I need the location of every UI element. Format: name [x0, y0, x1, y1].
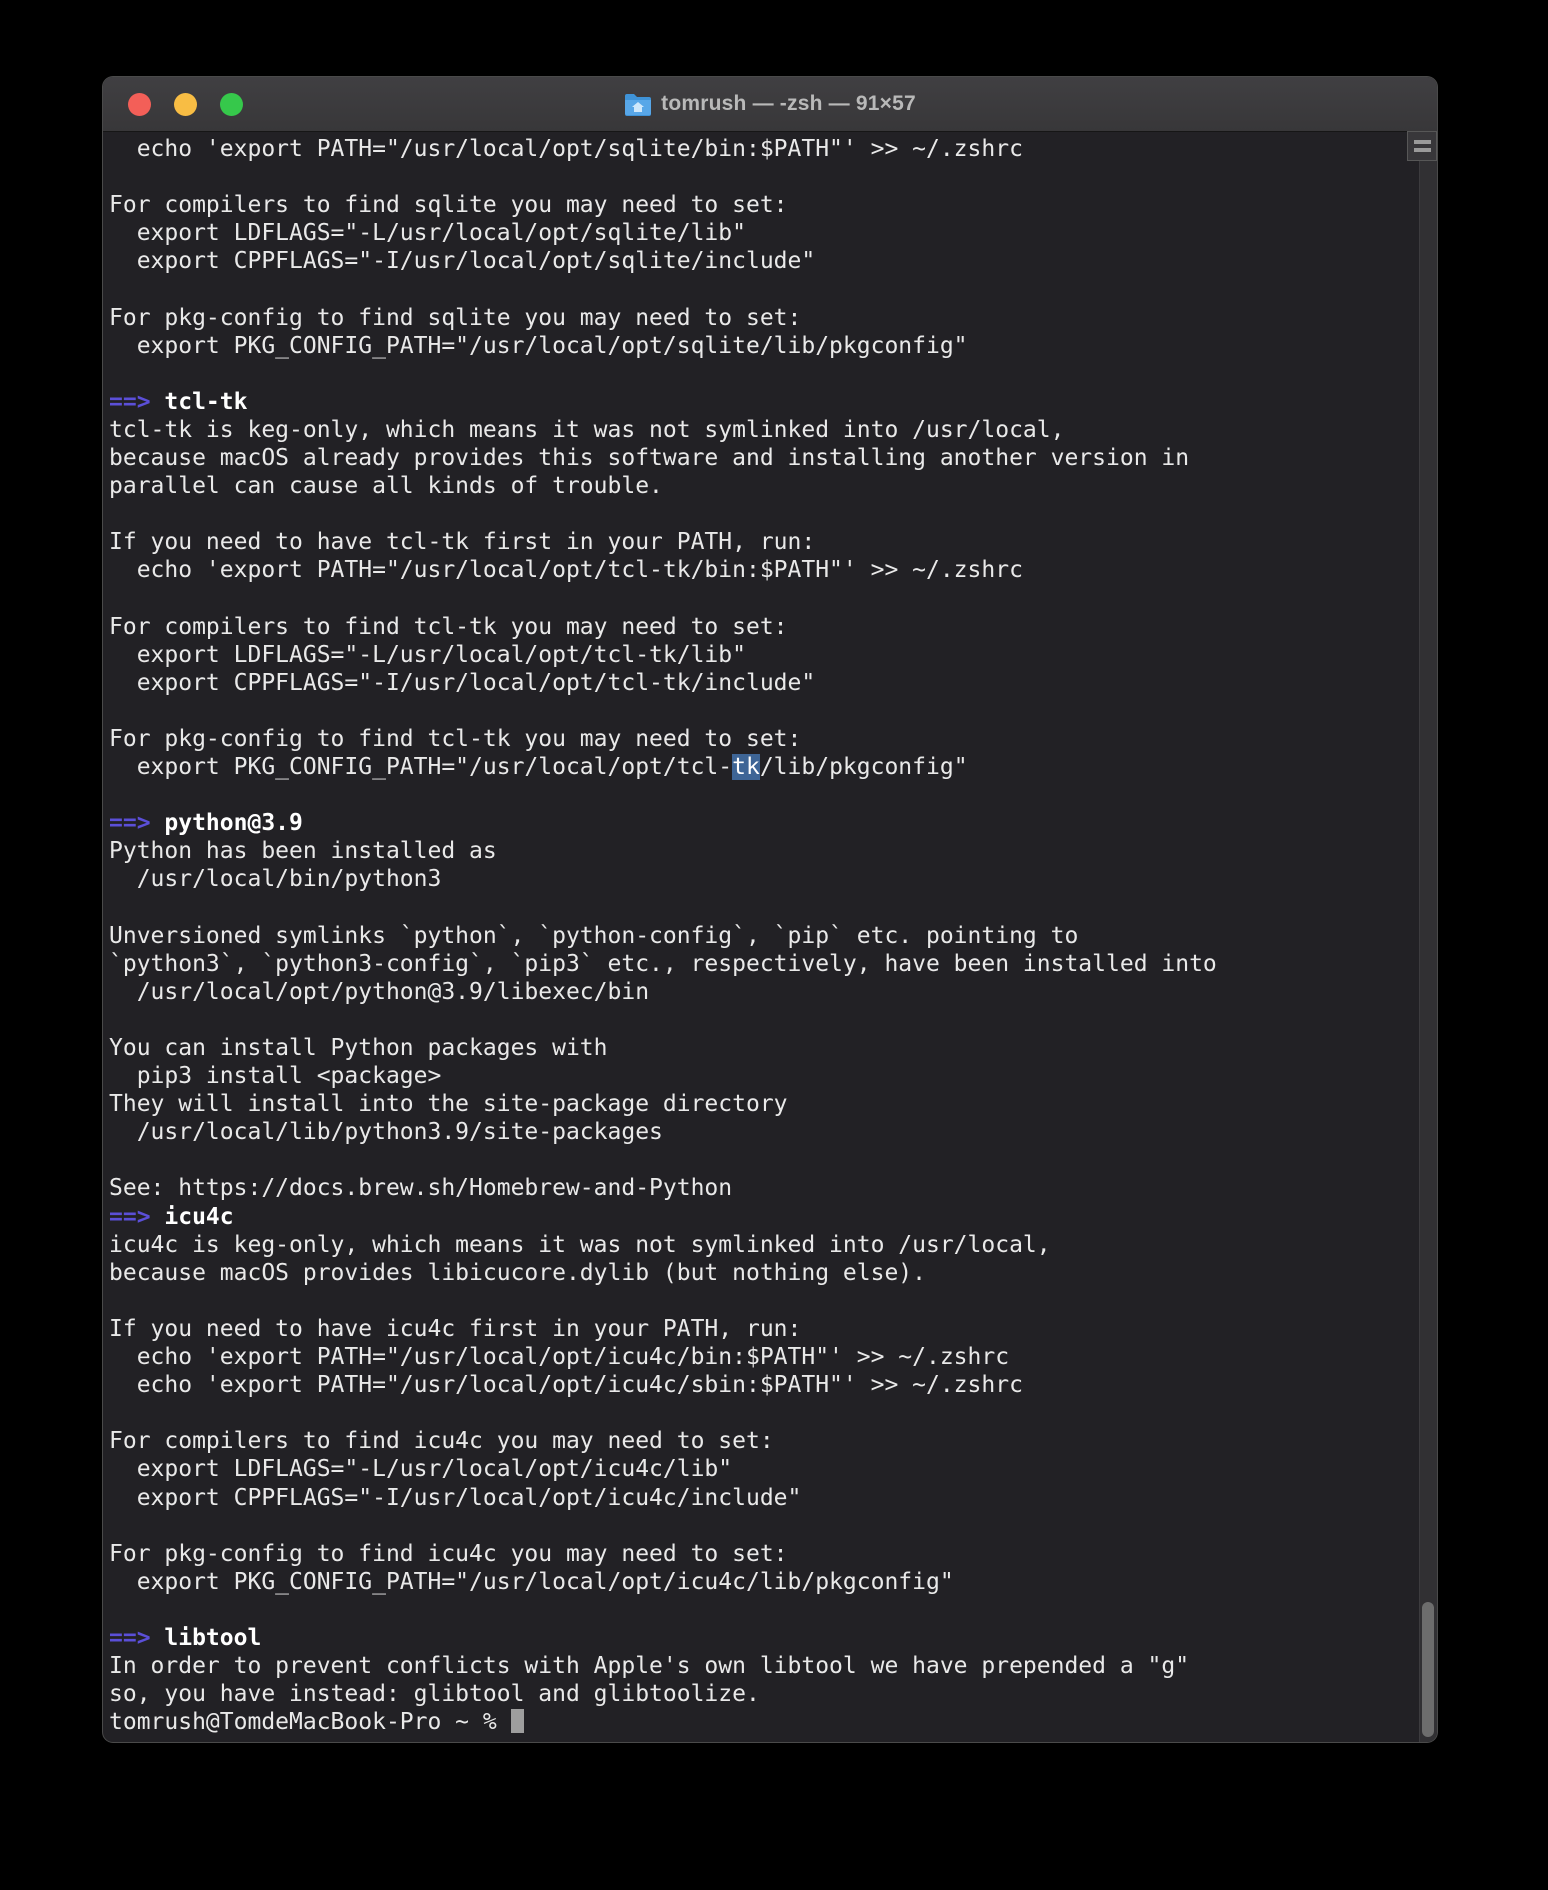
terminal-line — [109, 978, 1437, 1006]
terminal-line — [109, 528, 1437, 556]
terminal-text: /usr/local/lib/python3.9/site-packages — [109, 1119, 663, 1146]
terminal-line — [109, 500, 1437, 528]
terminal-line — [109, 865, 1437, 893]
terminal-text: For pkg-config to find tcl-tk you may need to set: — [109, 725, 802, 752]
terminal-line — [109, 1203, 1437, 1231]
terminal-text: so, you have instead: glibtool and glibtoolize. — [109, 1681, 760, 1708]
terminal-line — [109, 1624, 1437, 1652]
terminal-line — [109, 275, 1437, 303]
terminal-line — [109, 950, 1437, 978]
terminal-text: tomrush@TomdeMacBook-Pro ~ % — [109, 1709, 511, 1736]
terminal-line — [109, 613, 1437, 641]
terminal-line — [109, 922, 1437, 950]
terminal-text: For compilers to find icu4c you may need to set: — [109, 1428, 774, 1455]
terminal-text: export CPPFLAGS="-I/usr/local/opt/tcl-tk/include" — [109, 669, 816, 696]
split-pane-button[interactable] — [1407, 131, 1437, 161]
terminal-text: Unversioned symlinks `python`, `python-config`, `pip` etc. pointing to — [109, 922, 1079, 949]
terminal-text: ==> — [109, 1203, 165, 1230]
terminal-line — [109, 697, 1437, 725]
close-button[interactable] — [128, 93, 151, 116]
terminal-text: export LDFLAGS="-L/usr/local/opt/tcl-tk/lib" — [109, 641, 746, 668]
terminal-line — [109, 1287, 1437, 1315]
terminal-text: export LDFLAGS="-L/usr/local/opt/icu4c/lib" — [109, 1456, 733, 1483]
terminal-line — [109, 1034, 1437, 1062]
terminal-line — [109, 894, 1437, 922]
terminal-text: `python3`, `python3-config`, `pip3` etc., respectively, have been installed into — [109, 950, 1217, 977]
terminal-line — [109, 725, 1437, 753]
terminal-line — [109, 1174, 1437, 1202]
terminal-text: See: https://docs.brew.sh/Homebrew-and-Python — [109, 1175, 733, 1202]
scrollbar-track[interactable] — [1419, 161, 1437, 1742]
terminal-text: export CPPFLAGS="-I/usr/local/opt/sqlite/include" — [109, 248, 816, 275]
find-highlight: tk — [732, 754, 760, 781]
terminal-text: ==> — [109, 388, 165, 415]
terminal-text: For pkg-config to find sqlite you may need to set: — [109, 304, 802, 331]
terminal-text: ==> — [109, 1624, 165, 1651]
terminal-text: because macOS provides libicucore.dylib (but nothing else). — [109, 1259, 926, 1286]
terminal-line — [109, 1568, 1437, 1596]
terminal-text: icu4c is keg-only, which means it was not symlinked into /usr/local, — [109, 1231, 1051, 1258]
terminal-line — [109, 1455, 1437, 1483]
terminal-line — [109, 1315, 1437, 1343]
terminal-line — [109, 1062, 1437, 1090]
terminal-text: parallel can cause all kinds of trouble. — [109, 473, 663, 500]
terminal-line — [109, 781, 1437, 809]
terminal-text: echo 'export PATH="/usr/local/opt/icu4c/sbin:$PATH"' >> ~/.zshrc — [109, 1372, 1023, 1399]
terminal-line — [109, 304, 1437, 332]
window-title: tomrush — -zsh — 91×57 — [661, 92, 916, 115]
terminal-line — [109, 135, 1437, 163]
terminal-line — [109, 332, 1437, 360]
terminal-text: echo 'export PATH="/usr/local/opt/sqlite/bin:$PATH"' >> ~/.zshrc — [109, 136, 1023, 162]
terminal-text: For pkg-config to find icu4c you may need to set: — [109, 1540, 788, 1567]
terminal-line — [109, 1708, 1437, 1736]
terminal-text: python@3.9 — [164, 810, 303, 837]
terminal-line — [109, 1399, 1437, 1427]
terminal-text: icu4c — [164, 1203, 234, 1230]
terminal-text: ==> — [109, 810, 165, 837]
terminal-line — [109, 1596, 1437, 1624]
terminal-text: For compilers to find sqlite you may need to set: — [109, 192, 788, 219]
terminal-text: tcl-tk is keg-only, which means it was not symlinked into /usr/local, — [109, 416, 1065, 443]
zoom-button[interactable] — [220, 93, 243, 116]
terminal-text: In order to prevent conflicts with Apple's own libtool we have prepended a "g" — [109, 1653, 1190, 1680]
terminal-line — [109, 163, 1437, 191]
text-cursor — [511, 1709, 524, 1733]
terminal-line — [109, 1006, 1437, 1034]
terminal-line — [109, 1090, 1437, 1118]
terminal-text: export CPPFLAGS="-I/usr/local/opt/icu4c/include" — [109, 1484, 802, 1511]
terminal-text: Python has been installed as — [109, 838, 497, 865]
scrollbar-thumb[interactable] — [1422, 1602, 1434, 1737]
home-folder-icon[interactable] — [624, 93, 652, 116]
terminal-line — [109, 1259, 1437, 1287]
split-pane-icon — [1414, 148, 1431, 152]
title-group — [624, 92, 916, 116]
terminal-line — [109, 1343, 1437, 1371]
terminal-line — [109, 219, 1437, 247]
terminal-text: pip3 install <package> — [109, 1063, 442, 1090]
terminal-line — [109, 753, 1437, 781]
terminal-text: export LDFLAGS="-L/usr/local/opt/sqlite/lib" — [109, 220, 746, 247]
terminal-line — [109, 669, 1437, 697]
terminal-line — [109, 1146, 1437, 1174]
terminal-text: echo 'export PATH="/usr/local/opt/icu4c/bin:$PATH"' >> ~/.zshrc — [109, 1344, 1010, 1371]
terminal-text: If you need to have tcl-tk first in your PATH, run: — [109, 529, 816, 556]
terminal-output[interactable] — [103, 131, 1437, 1742]
terminal-text: because macOS already provides this software and installing another version in — [109, 445, 1190, 472]
terminal-line — [109, 1680, 1437, 1708]
terminal-line — [109, 585, 1437, 613]
terminal-line — [109, 837, 1437, 865]
terminal-line — [109, 191, 1437, 219]
terminal-line — [109, 388, 1437, 416]
split-pane-icon — [1414, 140, 1431, 144]
traffic-lights — [128, 77, 243, 131]
terminal-line — [109, 1371, 1437, 1399]
terminal-text: export PKG_CONFIG_PATH="/usr/local/opt/icu4c/lib/pkgconfig" — [109, 1568, 954, 1595]
terminal-text: They will install into the site-package directory — [109, 1091, 788, 1118]
terminal-line — [109, 1231, 1437, 1259]
terminal-text: You can install Python packages with — [109, 1035, 608, 1061]
terminal-line — [109, 1540, 1437, 1568]
terminal-text: tcl-tk — [164, 388, 248, 415]
terminal-text: export PKG_CONFIG_PATH="/usr/local/opt/sqlite/lib/pkgconfig" — [109, 332, 968, 359]
terminal-line — [109, 641, 1437, 669]
terminal-text: /usr/local/bin/python3 — [109, 866, 442, 893]
terminal-line — [109, 360, 1437, 388]
terminal-line — [109, 1118, 1437, 1146]
terminal-line — [109, 247, 1437, 275]
terminal-line — [109, 1484, 1437, 1512]
terminal-text: If you need to have icu4c first in your PATH, run: — [109, 1315, 802, 1342]
terminal-line — [109, 472, 1437, 500]
terminal-line — [109, 1427, 1437, 1455]
terminal-text: For compilers to find tcl-tk you may need to set: — [109, 613, 788, 640]
terminal-line — [109, 556, 1437, 584]
terminal-text: libtool — [164, 1624, 262, 1651]
terminal-line — [109, 809, 1437, 837]
terminal-text: echo 'export PATH="/usr/local/opt/tcl-tk/bin:$PATH"' >> ~/.zshrc — [109, 557, 1023, 584]
terminal-text: /lib/pkgconfig" — [759, 754, 968, 781]
terminal-text: export PKG_CONFIG_PATH="/usr/local/opt/tcl- — [109, 754, 733, 781]
terminal-line — [109, 416, 1437, 444]
terminal-line — [109, 1652, 1437, 1680]
terminal-line — [109, 1512, 1437, 1540]
terminal-window — [103, 77, 1437, 1742]
minimize-button[interactable] — [174, 93, 197, 116]
title-bar[interactable] — [103, 77, 1437, 132]
terminal-text: /usr/local/opt/python@3.9/libexec/bin — [109, 978, 650, 1005]
terminal-line — [109, 444, 1437, 472]
